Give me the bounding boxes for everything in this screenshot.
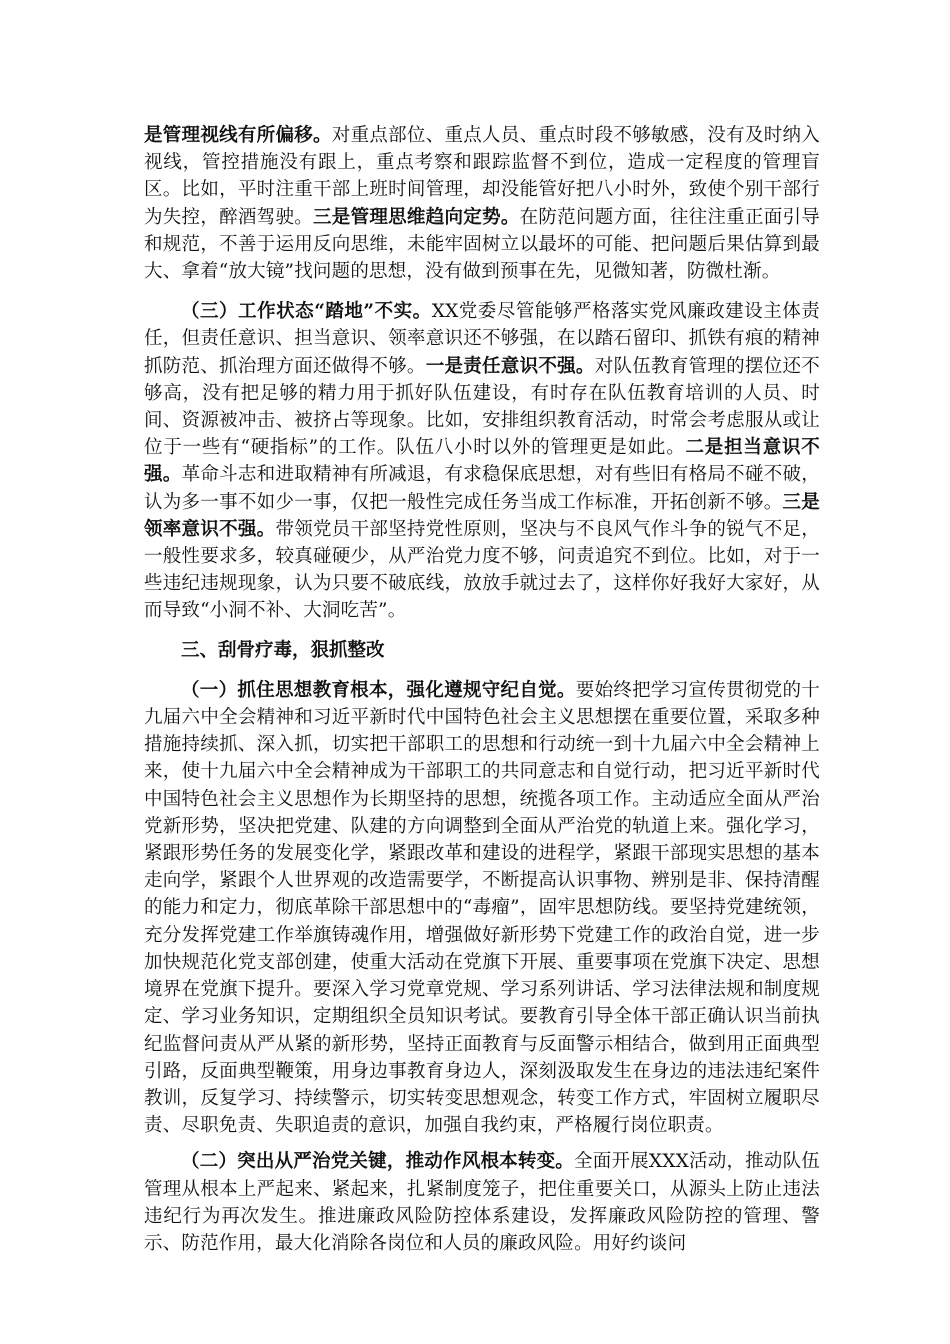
paragraph-text: 带领党员干部坚持党性原则，坚决与不良风气作斗争的锐气不足，一般性要求多，较真碰硬少，从严治党力度不够，问责追究不到位。比如，对于一些违纪违规现象，认为只要不破底线，放放手就过去了，这样你好我好大家好，从而导致“小洞不补、大洞吃苦”。 (144, 518, 820, 622)
paragraph-text: 要始终把学习宣传贯彻党的十九届六中全会精神和习近平新时代中国特色社会主义思想摆在重要位置，采取多种措施持续抓、深入抓，切实把干部职工的思想和行动统一到十九届六中全会精神上来，使十九届六中全会精神成为干部职工的共同意志和自觉行动，把习近平新时代中国特色社会主义思想作为长期坚持的思想，统揽各项工作。主动适应全面从严治党新形势，坚决把党建、队建的方向调整到全面从严治党的轨道上来。强化学习，紧跟形势任务的发展变化学，紧跟改革和建设的进程学，紧跟干部现实思想的基本走向学，紧跟个人世界观的改造需要学，不断提高认识事物、辨别是非、保持清醒的能力和定力，彻底革除干部思想中的“毒瘤”，固牢思想防线。要坚持党建统领，充分发挥党建工作举旗铸魂作用，增强做好新形势下党建工作的政治自觉，进一步加快规范化党支部创建，使重大活动在党旗下开展、重要事项在党旗下决定、思想境界在党旗下提升。要深入学习党章党规、学习系列讲话、学习法律法规和制度规定、学习业务知识，定期组织全员知识考试。要教育引导全体干部正确认识当前执纪监督问责从严从紧的新形势，坚持正面教育与反面警示相结合，做到用正面典型引路，反面典型鞭策，用身边事教育身边人，深刻汲取发生在身边的违法违纪案件教训，反复学习、持续警示，切实转变思想观念，转变工作方式，牢固树立履职尽责、尽职免责、失职追责的意识，加强自我约束，严格履行岗位职责。 (144, 679, 820, 1137)
paragraph-text: XX党委尽管能够严格落实党风廉政建设主体责任，但责任意识、担当意识、领率意识还不够强，在以踏石留印、抓铁有痕的精神抓防范、抓治理方面还做得不够。 (144, 301, 820, 377)
bold-lead: 是管理视线有所偏移。 (144, 125, 332, 146)
paragraph-text: 在防范问题方面，往往注重正面引导和规范，不善于运用反向思维，未能牢固树立以最坏的可能、把问题后果估算到最大、拿着“放大镜”找问题的思想，没有做到预事在先，见微知著，防微杜渐。 (144, 206, 821, 283)
bold-lead: 一是责任意识不强。 (425, 355, 595, 377)
document-page (144, 122, 820, 1257)
section-heading: 三、刮骨疗毒，狠抓整改 (181, 639, 385, 661)
paragraph-strict-governance (144, 1148, 820, 1257)
paragraph-text: 全面开展XXX活动，推动队伍管理从根本上严起来、紧起来，扎紧制度笼子，把住重要关口，从源头上防止违法违纪行为再次发生。推进廉政风险防控体系建设，发挥廉政风险防控的管理、警示、防范作用，最大化消除各岗位和人员的廉政风险。用好约谈问 (144, 1151, 821, 1254)
section-subheading: （一）抓住思想教育根本，强化遵规守纪自觉。 (181, 679, 576, 701)
bold-lead: 三是管理思维趋向定势。 (313, 206, 520, 228)
paragraph-work-state (144, 298, 820, 624)
bold-lead: 二是担当意识不强。 (144, 437, 820, 486)
paragraph-text: 对重点部位、重点人员、重点时段不够敏感，没有及时纳入视线，管控措施没有跟上，重点考察和跟踪监督不到位，造成一定程度的管理盲区。比如，平时注重干部上班时间管理，却没能管好把八小时外，致使个别干部行为失控，醉酒驾驶。 (144, 125, 820, 228)
paragraph-text: 对队伍教育管理的摆位还不够高，没有把足够的精力用于抓好队伍建设，有时存在队伍教育培训的人员、时间、资源被冲击、被挤占等现象。比如，安排组织教育活动，时常会考虑服从或让位于一些有“硬指标”的工作。队伍八小时以外的管理更是如此。 (144, 355, 820, 459)
paragraph-ideological-education (144, 677, 820, 1139)
paragraph-management-blindspot (144, 122, 820, 285)
section-subheading: （二）突出从严治党关键，推动作风根本转变。 (181, 1151, 575, 1173)
paragraph-text: 革命斗志和进取精神有所减退，有求稳保底思想，对有些旧有格局不碰不破，认为多一事不如少一事，仅把一般性完成任务当成工作标准，开拓创新不够。 (144, 464, 820, 513)
bold-lead: 三是领率意识不强。 (144, 491, 820, 540)
section-subheading: （三）工作状态“踏地”不实。 (181, 301, 432, 323)
